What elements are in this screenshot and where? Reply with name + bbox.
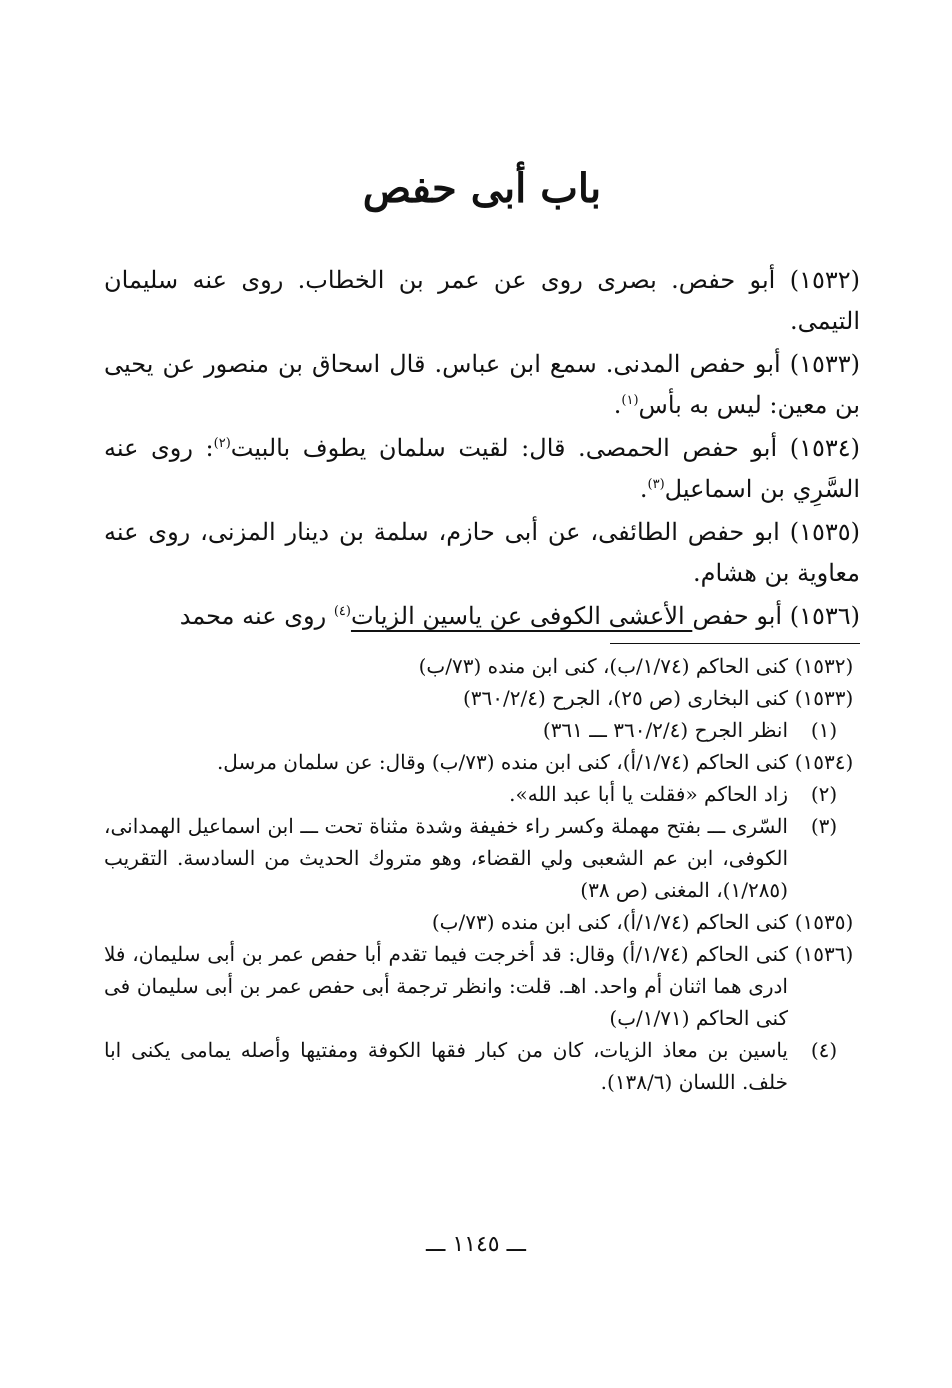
footnote-text: كنى الحاكم (١/٧٤/أ)، كنى ابن منده (٧٣/ب) (431, 910, 788, 934)
entry-text: (١٥٣٣) أبو حفص المدنى. سمع ابن عباس. قال اسحاق بن منصور عن يحيى بن معين: ليس به بأس (104, 350, 860, 419)
footnote (104, 714, 860, 746)
entry-text-end: . (613, 391, 622, 419)
entry-text-underlined: الأعشى الكوفى عن ياسين الزيات (350, 602, 693, 630)
footnote-text: كنى الحاكم (١/٧٤/ب)، كنى ابن منده (٧٣/ب) (418, 654, 788, 678)
entry-text-end: . (639, 475, 648, 503)
footnote (104, 778, 860, 810)
entry-1532 (104, 260, 860, 342)
footnote-key: (١٥٣٤) (794, 750, 854, 774)
entry-text-end: روى عنه محمد (179, 602, 334, 630)
footnote-ref: (١) (621, 393, 639, 408)
footnotes (104, 650, 860, 1098)
footnote (104, 906, 860, 938)
footnote-ref: (٤) (333, 604, 351, 619)
entry-1534 (104, 428, 860, 510)
footnote-text: كنى الحاكم (١/٧٤/أ) وقال: قد أخرجت فيما تقدم أبا حفص عمر بن أبى سليمان، فلا ادرى هما اثنان أم واحد. اهـ. قلت: وانظر ترجمة أبى حفص عمر بن أبى سليمان فى كنى الحاكم (١/٧١/ب) (104, 942, 789, 1030)
footnote-key: (٣) (810, 814, 838, 838)
footnote-key: (٤) (810, 1038, 838, 1062)
footnote (104, 938, 860, 1034)
footnote-ref: (٣) (647, 477, 665, 492)
footnote (104, 746, 860, 778)
footnote-key: (١) (810, 718, 838, 742)
page-number: ـــ ١١٤٥ ـــ (426, 1232, 526, 1257)
footnote-text: كنى البخارى (ص ٢٥)، الجرح (٣٦٠/٢/٤) (462, 686, 788, 710)
entry-text: (١٥٣٢) أبو حفص. بصرى روى عن عمر بن الخطاب. روى عنه سليمان التيمى. (104, 266, 860, 335)
footnote (104, 810, 860, 906)
footnote-text: ياسين بن معاذ الزيات، كان من كبار فقها الكوفة ومفتيها وأصله يمامى يكنى ابا خلف. اللسان (١٣٨/٦). (104, 1038, 788, 1094)
footnote-key: (٢) (810, 782, 838, 806)
entry-1536 (104, 596, 860, 637)
entry-1533 (104, 344, 860, 426)
footnote (104, 650, 860, 682)
footnote-text: انظر الجرح (٣٦٠/٢/٤ ـــ ٣٦١) (542, 718, 788, 742)
footnote-separator (610, 643, 860, 644)
footnote-text: السّرى ـــ بفتح مهملة وكسر راء خفيفة وشدة مثناة تحت ـــ ابن اسماعيل الهمدانى، الكوفى، ابن عم الشعبى ولي القضاء، وهو متروك الحديث من السادسة. التقريب (١/٢٨٥)، المغنى (ص ٣٨) (104, 814, 788, 902)
chapter-title: باب أبى حفص (362, 165, 602, 212)
entry-text: (١٥٣٤) أبو حفص الحمصى. قال: لقيت سلمان يطوف بالبيت (230, 434, 860, 462)
footnote-separator-wrap (104, 643, 860, 650)
footnote-key: (١٥٣٢) (794, 654, 854, 678)
footnote-key: (١٥٣٥) (794, 910, 854, 934)
entry-1535 (104, 512, 860, 594)
footnote-text: زاد الحاكم «فقلت يا أبا عبد الله». (509, 782, 788, 806)
entry-text: (١٥٣٥) ابو حفص الطائفى، عن أبى حازم، سلمة بن دينار المزنى، روى عنه معاوية بن هشام. (104, 518, 860, 587)
footnote-key: (١٥٣٣) (794, 686, 854, 710)
footnote-ref: (٢) (213, 436, 231, 451)
entries (104, 260, 860, 637)
footnote (104, 682, 860, 714)
page-body (104, 165, 860, 1098)
entry-text-mid: : روى عنه السَّرِي بن اسماعيل (104, 434, 860, 503)
entry-text: (١٥٣٦) أبو حفص (692, 602, 860, 630)
footnote-key: (١٥٣٦) (794, 942, 854, 966)
footnote (104, 1034, 860, 1098)
footnote-text: كنى الحاكم (١/٧٤/أ)، كنى ابن منده (٧٣/ب) وقال: عن سلمان مرسل. (216, 750, 788, 774)
